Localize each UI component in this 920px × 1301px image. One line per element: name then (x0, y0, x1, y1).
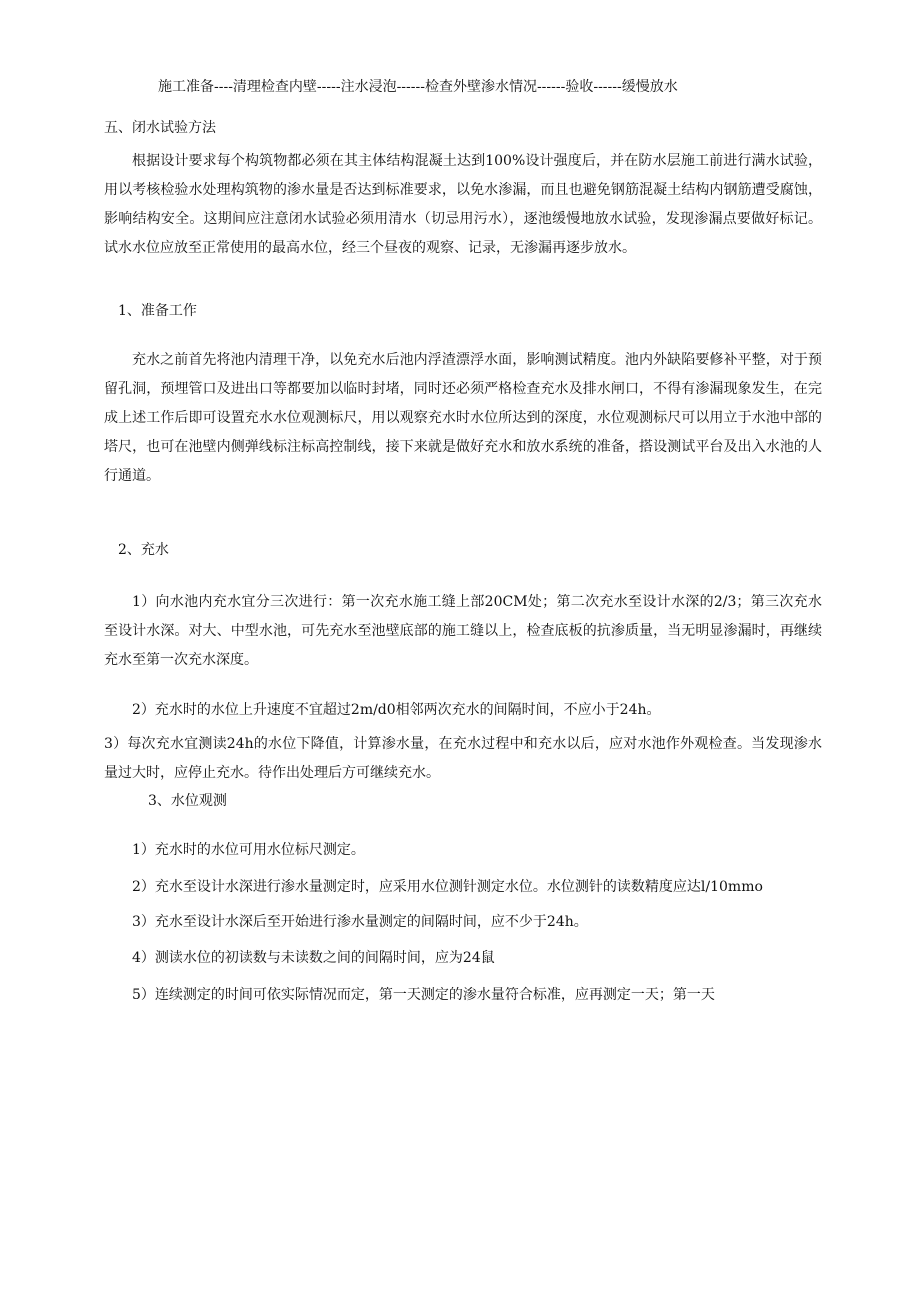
process-flow-line: 施工准备----清理检查内壁-----注水浸泡------检查外壁渗水情况------验收------缓慢放水 (158, 79, 678, 95)
list-item-observation-2: 2）充水至设计水深进行渗水量测定时，应采用水位测针测定水位。水位测针的读数精度应达l∕10mmo (132, 879, 763, 895)
subheading-preparation: 1、准备工作 (118, 303, 197, 319)
list-item-observation-5: 5）连续测定的时间可依实际情况而定，第一天测定的渗水量符合标准，应再测定一天；第一天 (132, 987, 715, 1003)
section-heading-watertight-test: 五、闭水试验方法 (104, 120, 216, 136)
list-item-observation-4: 4）测读水位的初读数与未读数之间的间隔时间，应为24鼠 (132, 950, 495, 966)
paragraph-preparation (104, 346, 822, 491)
list-item-text: 1）向水池内充水宜分三次进行：第一次充水施工缝上部20CM处；第二次充水至设计水深的2/3；第三次充水至设计水深。对大、中型水池，可先充水至池壁底部的施工缝以上，检查底板的抗渗质量，当无明显渗漏时，再继续充水至第一次充水深度。 (104, 594, 822, 668)
subheading-water-level-observation: 3、水位观测 (148, 793, 227, 809)
list-item-filling-1 (104, 588, 822, 675)
subheading-filling: 2、充水 (118, 542, 169, 558)
paragraph-text: 充水之前首先将池内清理干净，以免充水后池内浮渣漂浮水面，影响测试精度。池内外缺陷要修补平整，对于预留孔洞，预埋管口及进出口等都要加以临时封堵，同时还必须严格检查充水及排水闸口，不得有渗漏现象发生，在完成上述工作后即可设置充水水位观测标尺，用以观察充水时水位所达到的深度，水位观测标尺可以用立于水池中部的塔尺，也可在池壁内侧弹线标注标高控制线，接下来就是做好充水和放水系统的准备，搭设测试平台及出入水池的人行通道。 (104, 352, 822, 484)
list-item-filling-2: 2）充水时的水位上升速度不宜超过2m∕d0相邻两次充水的间隔时间，不应小于24h。 (132, 702, 661, 718)
list-item-observation-3: 3）充水至设计水深后至开始进行渗水量测定的间隔时间，应不少于24h。 (132, 914, 588, 930)
paragraph-text: 根据设计要求每个构筑物都必须在其主体结构混凝土达到100%设计强度后，并在防水层施工前进行满水试验，用以考核检验水处理构筑物的渗水量是否达到标准要求，以免水渗漏，而且也避免钢筋混凝土结构内钢筋遭受腐蚀，影响结构安全。这期间应注意闭水试验必须用清水（切忌用污水），逐池缓慢地放水试验，发现渗漏点要做好标记。试水水位应放至正常使用的最高水位，经三个昼夜的观察、记录，无渗漏再逐步放水。 (104, 153, 822, 256)
list-item-observation-1: 1）充水时的水位可用水位标尺测定。 (132, 842, 365, 858)
list-item-text: 3）每次充水宜测读24h的水位下降值，计算渗水量，在充水过程中和充水以后，应对水池作外观检查。当发现渗水量过大时，应停止充水。待作出处理后方可继续充水。 (104, 736, 822, 781)
section-paragraph-test-method (104, 147, 822, 263)
list-item-filling-3 (104, 730, 822, 788)
